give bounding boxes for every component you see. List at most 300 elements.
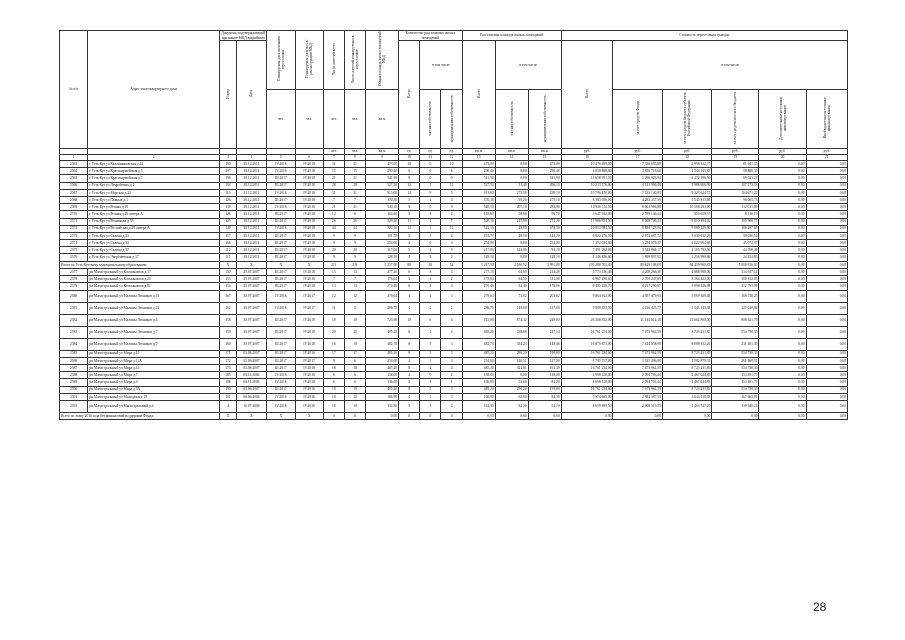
row-doc-date: 03.06.2007: [236, 386, 267, 393]
row-address: рп Магистральный ул Малины Лесников д.13: [88, 290, 220, 302]
subtotal-c2: 0: [420, 412, 441, 419]
row-doc-date: 30.12.2011: [236, 182, 267, 189]
row-residents: 12: [323, 290, 344, 302]
row-cost-region: 10 508 283,90: [662, 204, 711, 211]
row-count-total: 5: [399, 232, 420, 239]
row-planned-end: III.2017: [267, 350, 295, 357]
row-doc-number: 153: [220, 276, 236, 283]
header-area-in-which: в том числе: [495, 41, 561, 90]
row-cost-local: 106 267,85: [712, 225, 759, 232]
row-cost-nonbudget: 0,00: [806, 269, 847, 276]
subtotal-x4: X: [295, 261, 323, 268]
header-area-total: Всего: [462, 41, 495, 149]
row-address: г Усть-Кут ул Эвербиевская д.17: [88, 254, 220, 261]
row-cost-extra: 0,00: [759, 211, 806, 218]
row-residents-planned: 7: [344, 276, 365, 283]
row-cost-extra: 0,00: [759, 326, 806, 338]
row-cost-nonbudget: 0,00: [806, 247, 847, 254]
subtotal-a2: 0,00: [495, 412, 528, 419]
column-index: 15: [528, 155, 561, 161]
row-address: г Усть-Кут ул Калашниковская д.42: [88, 161, 220, 168]
row-area-total: 527,50: [462, 182, 495, 189]
row-cost-total: 17 986 854,50: [561, 218, 613, 225]
unit-col11: ед.: [420, 149, 441, 155]
row-planned-end: III.2017: [267, 254, 295, 261]
column-index: 13: [462, 155, 495, 161]
row-cost-total: 10 213 576,80: [561, 182, 613, 189]
row-planned-end: III.2017: [267, 218, 295, 225]
row-total-area: 128,10: [366, 254, 399, 261]
row-doc-number: 194: [220, 182, 236, 189]
row-cost-region: 4 022 904,66: [662, 240, 711, 247]
row-cost-extra: 0,00: [759, 276, 806, 283]
row-no: 2582: [60, 314, 88, 326]
row-doc-number: 197: [220, 168, 236, 175]
row-planned-end: IV.2016: [267, 168, 295, 175]
row-residents: 17: [323, 350, 344, 357]
header-cost-total: Всего: [561, 41, 613, 149]
row-planned-end: III.2017: [267, 314, 295, 326]
row-address: г Усть-Кут ул Салина д.33: [88, 240, 220, 247]
column-index: 20: [759, 155, 806, 161]
resettlement-table-sheet: [59, 30, 848, 420]
row-cost-extra: 0,00: [759, 269, 806, 276]
row-count-total: 8: [399, 364, 420, 371]
row-cost-region: 4 544 145,85: [662, 168, 711, 175]
row-doc-date: 25.07.2007: [236, 283, 267, 290]
row-count-total: 6: [399, 168, 420, 175]
row-planned-end: III.2017: [267, 357, 295, 364]
unit-sqm: кв.м: [366, 90, 399, 149]
subtotal-a3: 0,00: [528, 412, 561, 419]
row-count-private: 0: [420, 204, 441, 211]
row-count-municipal: 2: [441, 302, 462, 314]
row-cost-region: 2 467 024,85: [662, 379, 711, 386]
header-residents: Число жителей всего: [323, 31, 344, 90]
row-planned-demolish: IV.2018: [295, 225, 323, 232]
row-planned-demolish: IV.2017: [295, 290, 323, 302]
row-area-private: 474,32: [495, 314, 528, 326]
row-no: 2574: [60, 240, 88, 247]
row-area-municipal: 143,20: [528, 232, 561, 239]
row-cost-extra: 0,00: [759, 161, 806, 168]
row-planned-end: III.2017: [267, 196, 295, 203]
row-count-total: 4: [399, 393, 420, 400]
row-address: г Усть-Кут ул Речная д.19: [88, 204, 220, 211]
table-row: [60, 364, 848, 371]
row-planned-demolish: IV.2018: [295, 196, 323, 203]
row-cost-extra: 0,00: [759, 379, 806, 386]
row-address: рп Магистральный ул Мира д.9: [88, 379, 220, 386]
row-no: 2589: [60, 379, 88, 386]
row-total-area: 164,60: [366, 211, 399, 218]
row-residents-planned: 9: [344, 254, 365, 261]
row-residents-planned: 17: [344, 350, 365, 357]
row-doc-date: 30.12.2011: [236, 247, 267, 254]
row-cost-total: 6 622 276,50: [561, 232, 613, 239]
row-cost-region: 6 472 396,59: [662, 175, 711, 182]
subtotal-a2: 2 186,52: [495, 261, 528, 268]
row-residents: 18: [323, 364, 344, 371]
row-residents-planned: 18: [344, 364, 365, 371]
unit-col20: руб.: [759, 149, 806, 155]
row-no: 2573: [60, 232, 88, 239]
row-residents: 13: [323, 283, 344, 290]
row-planned-demolish: IV.2016: [295, 400, 323, 412]
header-planned-end: Планируемая дата окончания переселения: [267, 31, 295, 90]
row-count-private: 1: [420, 276, 441, 283]
row-count-municipal: 3: [441, 338, 462, 350]
row-cost-extra: 0,00: [759, 283, 806, 290]
header-cost-region: за счет средств бюджета субъекта Российской Федерации: [662, 90, 711, 149]
row-address: г Усть-Кут ул Красноармейская д.5: [88, 168, 220, 175]
row-address: г Усть-Кут ул Пьяных д.1: [88, 196, 220, 203]
row-total-area: 522,10: [366, 225, 399, 232]
row-cost-nonbudget: 0,00: [806, 350, 847, 357]
row-doc-number: 157: [220, 232, 236, 239]
row-residents-planned: 8: [344, 211, 365, 218]
row-planned-demolish: IV.2018: [295, 372, 323, 379]
row-area-total: 175,64: [462, 276, 495, 283]
row-cost-total: 19 796 470,00: [561, 189, 613, 196]
row-count-municipal: 4: [441, 240, 462, 247]
row-address: г Усть-Кут ул Морская д.22: [88, 189, 220, 196]
row-count-private: 2: [420, 247, 441, 254]
column-index: 17: [613, 155, 662, 161]
row-count-municipal: 4: [441, 283, 462, 290]
row-count-private: 3: [420, 269, 441, 276]
row-residents: 6: [323, 357, 344, 364]
row-residents: 7: [323, 276, 344, 283]
table-row: [60, 182, 848, 189]
row-no: 2592: [60, 400, 88, 412]
table-row: [60, 326, 848, 338]
row-cost-region: 5 998 126,98: [662, 283, 711, 290]
row-doc-date: 30.12.2011: [236, 218, 267, 225]
row-count-municipal: 2: [441, 211, 462, 218]
row-cost-local: 554 738,35: [712, 326, 759, 338]
row-count-total: 5: [399, 247, 420, 254]
row-count-municipal: 7: [441, 218, 462, 225]
row-residents-planned: 13: [344, 269, 365, 276]
row-cost-total: 9 864 162,00: [561, 290, 613, 302]
row-area-total: 485,20: [462, 350, 495, 357]
row-cost-local: 39 036,52: [712, 232, 759, 239]
row-address: рп Магистральный ул Мира д.7: [88, 372, 220, 379]
row-cost-region: 3 630 632,26: [662, 232, 711, 239]
row-cost-extra: 0,00: [759, 240, 806, 247]
row-count-total: 5: [399, 196, 420, 203]
row-cost-total: 9 485 230,70: [561, 283, 613, 290]
row-cost-region: 5 069 369,48: [662, 290, 711, 302]
header-total-area: Общая площадь жилых помещений МКД: [366, 31, 399, 90]
subtotal-fund: 0,00: [613, 412, 662, 419]
table-row: [60, 314, 848, 326]
row-cost-region: 2 858 332,77: [662, 161, 711, 168]
table-row: [60, 400, 848, 412]
row-count-total: 4: [399, 254, 420, 261]
column-index: 7: [323, 155, 344, 161]
row-residents-planned: 12: [344, 290, 365, 302]
row-doc-number: 112: [220, 247, 236, 254]
row-planned-demolish: IV.2018: [295, 182, 323, 189]
row-area-private: 334,24: [495, 338, 528, 350]
row-residents: 44: [323, 225, 344, 232]
row-area-municipal: 127,00: [528, 357, 561, 364]
row-planned-demolish: IV.2018: [295, 379, 323, 386]
row-count-municipal: 1: [441, 379, 462, 386]
row-cost-extra: 0,00: [759, 400, 806, 412]
column-index: 9: [366, 155, 399, 161]
row-cost-nonbudget: 0,00: [806, 386, 847, 393]
row-cost-total: 6 967 490,60: [561, 276, 613, 283]
row-residents-planned: 19: [344, 386, 365, 393]
row-area-municipal: 199,00: [528, 350, 561, 357]
row-residents: 28: [323, 182, 344, 189]
row-count-private: 2: [420, 283, 441, 290]
unit-col13: кв.м: [462, 149, 495, 155]
row-no: 2570: [60, 211, 88, 218]
row-doc-date: 30.12.2011: [236, 204, 267, 211]
table-row: [60, 168, 848, 175]
unit-people-2: чел.: [295, 90, 323, 149]
row-cost-local: 231 401,39: [712, 338, 759, 350]
row-doc-number: 172: [220, 357, 236, 364]
header-cost-local: за счет средств местного бюджета: [712, 90, 759, 149]
row-cost-region: 3 644 118,03: [662, 393, 711, 400]
row-planned-end: III.2017: [267, 182, 295, 189]
row-cost-region: 3 164 422,00: [662, 276, 711, 283]
row-cost-total: 7 491 262,00: [561, 247, 613, 254]
unit-col17: руб.: [613, 149, 662, 155]
row-planned-end: III.2017: [267, 364, 295, 371]
row-area-total: 155,60: [462, 211, 495, 218]
row-cost-fund: 7 473 962,59: [613, 326, 662, 338]
row-total-area: 485,20: [366, 326, 399, 338]
row-no: 2564: [60, 168, 88, 175]
row-cost-extra: 0,00: [759, 357, 806, 364]
row-planned-end: III.2017: [267, 269, 295, 276]
row-total-area: 723,90: [366, 314, 399, 326]
row-cost-nonbudget: 0,00: [806, 189, 847, 196]
row-doc-number: 171: [220, 350, 236, 357]
row-planned-end: III.2017: [267, 386, 295, 393]
row-address: рп Магистральный ул Малины Лесников д.7: [88, 326, 220, 338]
row-address: рп Магистральный ул Космонавтов д.81: [88, 283, 220, 290]
row-area-municipal: 84,30: [528, 393, 561, 400]
row-area-total: 128,10: [462, 254, 495, 261]
table-row: [60, 196, 848, 203]
row-area-private: 64,50: [495, 276, 528, 283]
row-cost-nonbudget: 0,00: [806, 161, 847, 168]
subtotal-x2: X: [236, 412, 267, 419]
row-planned-demolish: IV.2018: [295, 232, 323, 239]
header-rooms-area-group: Расселяемая площадь жилых помещений: [462, 31, 561, 41]
row-planned-demolish: IV.2018: [295, 189, 323, 196]
row-count-total: 8: [399, 386, 420, 393]
row-count-total: 6: [399, 269, 420, 276]
table-row: [60, 379, 848, 386]
row-area-municipal: 473,00: [528, 161, 561, 168]
row-residents: 21: [323, 204, 344, 211]
row-area-municipal: 212,20: [528, 269, 561, 276]
row-count-total: 3: [399, 276, 420, 283]
row-residents-planned: 31: [344, 161, 365, 168]
row-cost-total: 9 908 453,50: [561, 302, 613, 314]
column-index: 18: [662, 155, 711, 161]
row-doc-number: 125: [220, 218, 236, 225]
table-row: [60, 357, 848, 364]
row-area-municipal: 290,40: [528, 168, 561, 175]
row-cost-nonbudget: 0,00: [806, 357, 847, 364]
table-row: [60, 211, 848, 218]
row-address: рп Магистральный ул Космонавтов д.25: [88, 276, 220, 283]
row-count-total: 14: [399, 189, 420, 196]
unit-col10: ед.: [399, 149, 420, 155]
table-row: [60, 254, 848, 261]
row-cost-fund: 7 424 658,98: [613, 338, 662, 350]
row-total-area: 134,30: [366, 400, 399, 412]
row-no: 2578: [60, 276, 88, 283]
row-area-private: 0,00: [495, 372, 528, 379]
row-address: рп Магистральный ул Мира д.9А: [88, 386, 220, 393]
row-count-municipal: 3: [441, 269, 462, 276]
row-total-area: 473,00: [366, 161, 399, 168]
column-index: 21: [806, 155, 847, 161]
row-count-total: 10: [399, 314, 420, 326]
row-cost-nonbudget: 0,00: [806, 326, 847, 338]
row-planned-end: III.2017: [267, 240, 295, 247]
row-residents-planned: 9: [344, 232, 365, 239]
row-count-private: 1: [420, 379, 441, 386]
subtotal-a3: 2 991,00: [528, 261, 561, 268]
row-no: 2566: [60, 182, 88, 189]
row-area-private: 0,00: [495, 168, 528, 175]
table-row: [60, 386, 848, 393]
row-doc-number: 191: [220, 393, 236, 400]
row-residents: 20: [323, 326, 344, 338]
row-no: 2588: [60, 372, 88, 379]
row-address: рп Магистральный ул Космонавтов д.17: [88, 269, 220, 276]
header-count-total: Всего: [399, 41, 420, 149]
row-count-municipal: 9: [441, 204, 462, 211]
row-doc-number: 126: [220, 196, 236, 203]
row-doc-date: 30.12.2011: [236, 225, 267, 232]
row-doc-date: 30.12.2011: [236, 196, 267, 203]
subtotal-p1: 211: [323, 261, 344, 268]
row-planned-end: IV.2016: [267, 393, 295, 400]
row-planned-demolish: IV.2018: [295, 283, 323, 290]
row-cost-extra: 0,00: [759, 182, 806, 189]
row-cost-nonbudget: 0,00: [806, 276, 847, 283]
row-doc-number: 158: [220, 314, 236, 326]
row-total-area: 485,20: [366, 364, 399, 371]
row-count-municipal: 5: [441, 189, 462, 196]
row-planned-demolish: IV.2016: [295, 393, 323, 400]
header-number: Номер: [220, 41, 236, 149]
row-cost-region: 9 323 624,73: [662, 189, 711, 196]
subtotal-area: 0,00: [366, 412, 399, 419]
row-total-area: 485,20: [366, 386, 399, 393]
row-planned-demolish: IV.2018: [295, 161, 323, 168]
row-cost-total: 4 146 836,60: [561, 254, 613, 261]
row-residents-planned: 31: [344, 189, 365, 196]
row-cost-extra: 0,00: [759, 189, 806, 196]
row-planned-end: IV.2016: [267, 372, 295, 379]
row-address: рп Магистральный ул Малины Лесников д.6: [88, 314, 220, 326]
row-residents-planned: 26: [344, 218, 365, 225]
row-count-total: 2: [399, 372, 420, 379]
row-cost-nonbudget: 0,00: [806, 379, 847, 386]
row-planned-demolish: IV.2017: [295, 357, 323, 364]
row-doc-date: 30.12.2011: [236, 240, 267, 247]
row-no: 2580: [60, 290, 88, 302]
row-count-private: 5: [420, 386, 441, 393]
row-cost-total: 5 974 665,00: [561, 393, 613, 400]
row-cost-fund: 3 925 496,00: [613, 357, 662, 364]
row-residents-planned: 6: [344, 357, 365, 364]
row-cost-region: 8 723 231,85: [662, 386, 711, 393]
row-residents: 9: [323, 254, 344, 261]
row-residents: 7: [323, 196, 344, 203]
subtotal-p1: 0: [323, 412, 344, 419]
row-area-municipal: 137,00: [528, 302, 561, 314]
row-residents: 10: [323, 393, 344, 400]
row-count-private: 1: [420, 211, 441, 218]
row-cost-total: 16 870 871,00: [561, 338, 613, 350]
table-row: [60, 204, 848, 211]
row-planned-end: IV.2016: [267, 290, 295, 302]
row-doc-date: 30.07.2007: [236, 326, 267, 338]
subtotal-cost: 0,00: [561, 412, 613, 419]
header-residents-planned: Число жителей планируемых к переселению: [344, 31, 365, 90]
row-cost-nonbudget: 0,00: [806, 168, 847, 175]
row-cost-fund: 4 208 266,20: [613, 269, 662, 276]
row-cost-fund: 11 135 612,10: [613, 314, 662, 326]
row-area-municipal: 249,00: [528, 314, 561, 326]
row-total-area: 913,60: [366, 189, 399, 196]
row-area-total: 166,90: [462, 393, 495, 400]
row-count-total: 12: [399, 225, 420, 232]
row-cost-total: 6 059 868,00: [561, 168, 613, 175]
row-count-private: 0: [420, 372, 441, 379]
row-planned-end: IV.2016: [267, 161, 295, 168]
row-area-total: 277,10: [462, 269, 495, 276]
subtotal-c1: 88: [399, 261, 420, 268]
row-no: 2586: [60, 357, 88, 364]
row-area-municipal: 94,10: [528, 247, 561, 254]
row-cost-nonbudget: 0,00: [806, 372, 847, 379]
row-no: 2563: [60, 175, 88, 182]
row-cost-local: 69 023,27: [712, 175, 759, 182]
row-count-municipal: 4: [441, 364, 462, 371]
row-cost-nonbudget: 0,00: [806, 302, 847, 314]
row-residents: 26: [323, 218, 344, 225]
row-cost-local: 127 020,94: [712, 302, 759, 314]
row-area-private: 286,20: [495, 350, 528, 357]
row-residents-planned: 10: [344, 393, 365, 400]
row-cost-extra: 0,00: [759, 364, 806, 371]
row-cost-fund: 4 237 290,87: [613, 283, 662, 290]
column-index: 16: [561, 155, 613, 161]
row-cost-total: 8 383 056,00: [561, 196, 613, 203]
row-planned-end: IV.2016: [267, 302, 295, 314]
row-cost-local: 554 738,35: [712, 350, 759, 357]
row-no: 2567: [60, 189, 88, 196]
header-area-private: частная собственность: [495, 90, 528, 149]
row-total-area: 370,30: [366, 196, 399, 203]
subtotal-loc: 1 000 816,61: [712, 261, 759, 268]
